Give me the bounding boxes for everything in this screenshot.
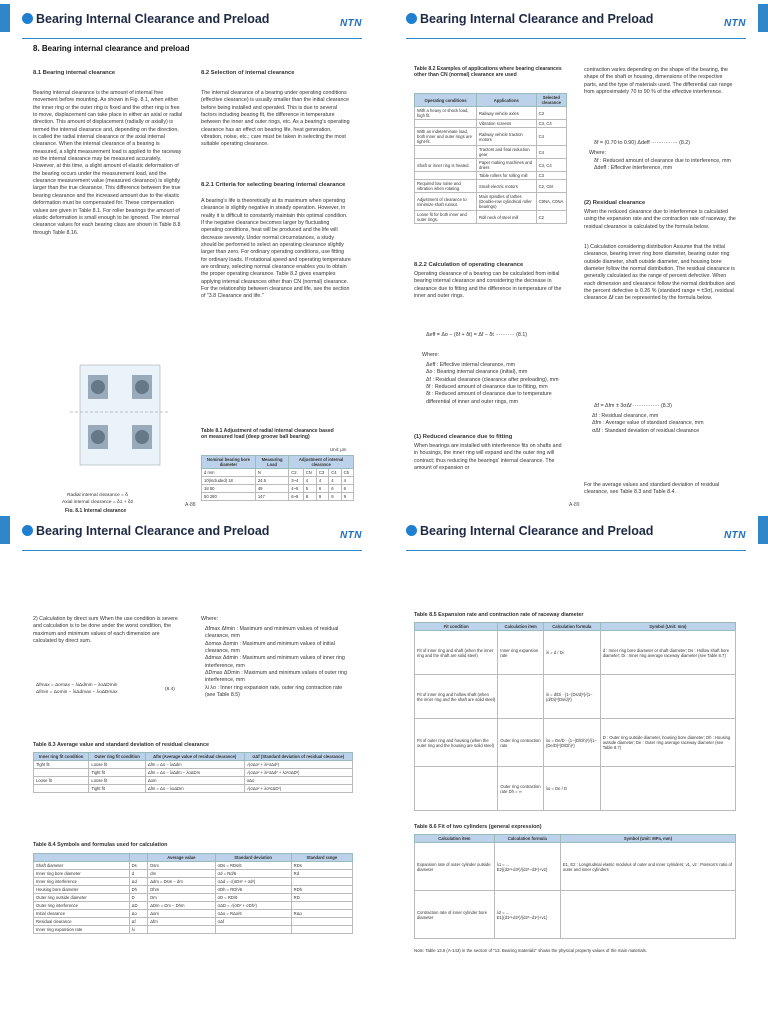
table-cell: Average value xyxy=(148,854,215,862)
def-list-3: Δf : Residual clearance, mm Δfm : Average value of standard clearance, mm σΔf : Standard deviation of residual clearance xyxy=(592,413,704,434)
table-cell: Table rollers for rolling mill xyxy=(477,172,537,180)
table-cell: Railway vehicle traction motors xyxy=(477,128,537,146)
table-cell: Δfm (Average value of residual clearance) xyxy=(145,753,244,761)
table-cell: RDs xyxy=(291,862,352,870)
table-cell xyxy=(600,675,735,719)
table-cell: Roll neck of steel mill xyxy=(477,211,537,224)
where-label: Where: xyxy=(422,352,440,358)
table-cell: Loose fit xyxy=(89,777,145,785)
table-cell: C3 xyxy=(536,172,566,180)
paragraph-contraction: contraction varies depending on the shape of the bearing, the shape of the shaft or housing, dimensions of the respective parts, and the type of materials used. The differential can range from approximately 70 to 90 % of the effective interference. xyxy=(584,67,733,96)
side-tab xyxy=(758,4,768,32)
heading-8-2: 8.2 Selection of internal clearance xyxy=(201,70,295,76)
bullet-icon xyxy=(406,13,417,24)
table-cell: Δdm = Dsm − dm xyxy=(148,878,215,886)
table-cell: 9 xyxy=(329,493,341,501)
table-cell: D : Outer ring outside diameter, housing bore diameter; Dh : Housing outside diameter; De : Outer ring average raceway diameter (see Table 8.7) xyxy=(600,719,735,767)
table-cell: σΔD = √(σD² + σDh²) xyxy=(215,902,291,910)
table-cell: Housing bore diameter xyxy=(34,886,130,894)
table-cell: Inner ring expansion rate xyxy=(498,631,544,675)
table-cell: Operating conditions xyxy=(415,94,477,107)
table-cell: λi xyxy=(129,926,148,934)
table-cell: Shaft or inner ring is heated. xyxy=(415,159,477,172)
table-cell: σD = RD/6 xyxy=(215,894,291,902)
table-cell xyxy=(34,854,130,862)
def-list-2: δf : Reduced amount of clearance due to interference, mm Δdeff : Effective interference, mm xyxy=(594,158,731,172)
table-cell: Δfm = Δo − λiΔdm − λoΔDm xyxy=(145,769,244,777)
heading-8-2-1: 8.2.1 Criteria for selecting bearing internal clearance xyxy=(201,182,346,188)
table-8-6 xyxy=(414,834,736,939)
section-title: 8. Bearing internal clearance and preload xyxy=(33,44,190,53)
table-cell: Loose fit for both inner and outer rings. xyxy=(415,211,477,224)
figure-caption-axial: Axial internal clearance = δ1 + δ2 xyxy=(62,500,134,505)
table-cell: Standard range xyxy=(291,854,352,862)
table-cell xyxy=(148,926,215,934)
table-row xyxy=(202,493,354,501)
table-cell: With an indeterminate load, both inner and outer rings are tight-fit. xyxy=(415,128,477,146)
table-cell: C3, C4 xyxy=(536,120,566,128)
table-row xyxy=(415,128,567,146)
def-list: Δeff : Effective internal clearance, mm Δo : Bearing internal clearance (initial), mm Δf : Residual clearance (clearance after preloading), mm δf : Reduced amount of clearance due to fitting, mm δt : Reduced amount of clearance due to temperature differential of inner and outer rings, mm xyxy=(426,362,559,405)
table-cell: Shaft diameter xyxy=(34,862,130,870)
table-cell xyxy=(34,785,89,793)
table-cell: λ1 = ... E2{(d2²+d3²)/(d2²−d3²)+ν2} xyxy=(494,843,560,891)
page-header xyxy=(406,10,746,39)
table-cell: Tractors and final reduction gear xyxy=(477,146,537,159)
table-cell xyxy=(291,926,352,934)
table-cell xyxy=(291,918,352,926)
ntn-logo: NTN xyxy=(339,530,362,541)
table-row xyxy=(415,675,736,719)
table-cell: d : Inner ring bore diameter or shaft diameter; Ds : Hollow shaft bore diameter; Di : Inner ring average raceway diameter (see Table 8.7) xyxy=(600,631,735,675)
table-cell: σΔo = RΔo/6 xyxy=(215,910,291,918)
side-tab xyxy=(0,4,10,32)
table-row xyxy=(415,193,567,211)
table-8-5-title: Table 8.5 Expansion rate and contraction rate of raceway diameter xyxy=(414,612,584,618)
table-cell: σΔo xyxy=(244,777,352,785)
heading-residual: (2) Residual clearance xyxy=(584,200,646,206)
table-row xyxy=(34,926,353,934)
table-cell: 49 xyxy=(255,485,288,493)
table-cell: Standard deviation xyxy=(215,854,291,862)
table-row xyxy=(202,469,354,477)
page-header xyxy=(22,10,362,39)
table-row xyxy=(202,485,354,493)
equation-8-1: Δeff = Δo − (δf + δt) = Δf − δt ··········· (8.1) xyxy=(426,332,528,338)
table-cell: 6~8 xyxy=(289,493,303,501)
table-row xyxy=(202,456,354,469)
table-cell: Initial clearance xyxy=(34,910,130,918)
table-cell: Symbol (Unit: MPa, mm) xyxy=(560,835,735,843)
table-cell: Loose fit xyxy=(34,777,89,785)
paragraph-see-tables: For the average values and standard deviation of residual clearance, see Table 8.3 and Table 8.4. xyxy=(584,482,720,496)
table-8-2-title: Table 8.2 Examples of applications where bearing clearances other than CN (normal) clearance are used xyxy=(414,66,562,79)
table-cell: dm xyxy=(148,870,215,878)
table-cell xyxy=(291,902,352,910)
table-cell: Calculation item xyxy=(498,623,544,631)
table-row xyxy=(415,211,567,224)
table-cell: Expansion rate of outer cylinder outside diameter xyxy=(415,843,495,891)
table-cell: 4 xyxy=(316,477,328,485)
bullet-icon xyxy=(22,525,33,536)
table-cell: 6 xyxy=(329,485,341,493)
table-cell: Required low noise and vibration when rotating. xyxy=(415,180,477,193)
table-cell: 8 xyxy=(303,493,316,501)
paragraph-8-2: The internal clearance of a bearing under operating conditions (effective clearance) is usually smaller than the initial clearance before being installed and operated. This is due to several factors including bearing fit, the difference in temperature between the inner and outer rings, etc. As a bearing's operating clearance has an effect on bearing life, heat generation, vibration, noise, etc.; care must be taken in selecting the most suitable operating clearance. xyxy=(201,90,350,148)
table-cell: C2 xyxy=(536,211,566,224)
table-row xyxy=(415,146,567,159)
table-cell: Δfm = Δo − λoΔDm xyxy=(145,785,244,793)
page-a89 xyxy=(384,0,768,512)
header-title: Bearing Internal Clearance and Preload xyxy=(420,523,654,538)
table-cell: λi = d/Di · {1−(Ds/d)²}/{1−(d/Di)²(Ds/d)²} xyxy=(543,675,600,719)
paragraph-reduced-fit: When bearings are installed with interference fits on shafts and in housings, the inner ring will expand and the outer ring will contract; thus reducing the bearings' internal clearance. The amount of expansion or xyxy=(414,443,562,472)
table-cell: C3 xyxy=(536,107,566,120)
table-cell: Railway vehicle axles xyxy=(477,107,537,120)
table-cell: Main spindles of lathes (Double-row cylindrical roller bearings) xyxy=(477,193,537,211)
table-cell: Selected clearance xyxy=(536,94,566,107)
table-cell: Adjustment of clearance to minimize shaft runout. xyxy=(415,193,477,211)
table-cell: Calculation formula xyxy=(543,623,600,631)
table-cell: C3, C4 xyxy=(536,159,566,172)
table-8-6-title: Table 8.6 Fit of two cylinders (general expression) xyxy=(414,824,542,830)
table-cell xyxy=(560,891,735,939)
table-cell: C4 xyxy=(536,146,566,159)
header-title: Bearing Internal Clearance and Preload xyxy=(36,11,270,26)
header-title: Bearing Internal Clearance and Preload xyxy=(36,523,270,538)
table-row xyxy=(34,854,353,862)
table-cell: Δom xyxy=(148,910,215,918)
internal-clearance-figure xyxy=(60,355,180,480)
table-cell: RDh xyxy=(291,886,352,894)
table-cell: Δd xyxy=(129,878,148,886)
table-cell: Outer ring outside diameter xyxy=(34,894,130,902)
table-cell: Dsm xyxy=(148,862,215,870)
table-cell: Fit of inner ring and shaft (when the inner ring and the shaft are solid steel) xyxy=(415,631,498,675)
table-cell: 4 xyxy=(303,477,316,485)
page-a88 xyxy=(0,0,384,512)
table-cell: Tight fit xyxy=(89,769,145,777)
page-number: A-89 xyxy=(569,502,580,508)
table-cell: 4~5 xyxy=(289,485,303,493)
table-cell: Vibration screens xyxy=(477,120,537,128)
th: Adjustment of internal clearance xyxy=(289,456,354,469)
td: N xyxy=(255,469,288,477)
table-row xyxy=(415,94,567,107)
table-cell xyxy=(600,767,735,811)
table-cell: σΔd = √(σDs² + σd²) xyxy=(215,878,291,886)
table-row xyxy=(34,902,353,910)
th: Nominal bearing bore diameter xyxy=(202,456,256,469)
table-cell: 6 xyxy=(316,485,328,493)
table-cell: Residual clearance xyxy=(34,918,130,926)
table-8-3-title: Table 8.3 Average value and standard deviation of residual clearance xyxy=(33,742,209,748)
td: C3 xyxy=(316,469,328,477)
table-cell: λo = De/D · {1−(D/Dh)²}/{1−(De/D)²(D/Dh)²} xyxy=(543,719,600,767)
table-cell: 9 xyxy=(316,493,328,501)
figure-caption-radial: Radial internal clearance = δ xyxy=(67,493,128,498)
table-row xyxy=(415,120,567,128)
table-cell: σDs = RDs/6 xyxy=(215,862,291,870)
def-list: Δfmax Δfmin : Maximum and minimum values of residual clearance, mm Δomax Δomin : Maximum and minimum values of initial clearance, mm Δdmax Δdmin : Maximum and minimum values of inner ring interference, mm ΔDmax ΔDmin : Maximum and minimum values of outer ring interference, mm λi λo : Inner ring expansion rate, outer ring contraction rate (see Table 8.5) xyxy=(205,626,347,699)
ntn-logo: NTN xyxy=(723,18,746,29)
table-row xyxy=(34,918,353,926)
table-8-1-title: Table 8.1 Adjustment of radial internal clearance based on measured load (deep groove ball bearing) xyxy=(201,428,334,441)
table-row xyxy=(34,870,353,878)
table-row xyxy=(34,785,353,793)
table-cell: Dm xyxy=(148,894,215,902)
page-calculation xyxy=(0,512,384,1024)
table-cell: Inner ring expansion rate xyxy=(34,926,130,934)
table-cell: C9NA, C0NA xyxy=(536,193,566,211)
table-cell: D xyxy=(129,894,148,902)
table-cell: With a heavy or shock load, high fit. xyxy=(415,107,477,120)
table-cell: 5 xyxy=(303,485,316,493)
table-row xyxy=(415,843,736,891)
table-cell xyxy=(415,767,498,811)
table-cell: Δfm xyxy=(148,918,215,926)
table-row xyxy=(34,862,353,870)
th: Measuring Load xyxy=(255,456,288,469)
table-cell: Fit of outer ring and housing (when the outer ring and the housing are solid steel) xyxy=(415,719,498,767)
heading-8-1: 8.1 Bearing internal clearance xyxy=(33,70,116,76)
paragraph-direct-sum: 2) Calculation by direct sum When the use condition is severe and calculation is to be done under the worst condition, the maximum and minimum values of each dimension are calculated by direct sum. xyxy=(33,616,178,645)
table-8-5 xyxy=(414,622,736,811)
table-row xyxy=(34,894,353,902)
paragraph-8-2-2: Operating clearance of a bearing can be calculated from initial bearing internal clearance and considering the decrease in clearance due to fitting and the difference in temperature of the inner and outer rings. xyxy=(414,271,562,300)
td: C4 xyxy=(329,469,341,477)
table-row xyxy=(34,753,353,761)
page-table-8-5 xyxy=(384,512,768,1024)
table-cell: 50 280 xyxy=(202,493,256,501)
table-cell: Symbol (Unit: mm) xyxy=(600,623,735,631)
table-cell: Applications xyxy=(477,94,537,107)
table-row xyxy=(415,631,736,675)
equation-8-4: Δfmax = Δomax − λiΔdmin − λoΔDmin Δfmin = Δomin − λiΔdmax − λoΔDmax xyxy=(36,683,118,696)
td: C2 xyxy=(289,469,303,477)
side-tab xyxy=(758,516,768,544)
table-cell: 4 xyxy=(341,477,353,485)
header-title: Bearing Internal Clearance and Preload xyxy=(420,11,654,26)
table-cell: Outer ring contraction rate xyxy=(498,719,544,767)
table-cell: 6 xyxy=(341,485,353,493)
table-cell: σd = Rd/6 xyxy=(215,870,291,878)
page-header xyxy=(406,522,746,551)
table-cell: ΔD xyxy=(129,902,148,910)
table-row xyxy=(34,910,353,918)
equation-number: (8.4) xyxy=(165,687,175,692)
table-cell: Outer ring contraction rate Dh = ∞ xyxy=(498,767,544,811)
paragraph-8-1: Bearing internal clearance is the amount of internal free movement before mounting. As shown in Fig. 8.1, when either the inner ring or the outer ring is fixed and the other ring is free to move, displacement can take place in either an axial or radial direction. This amount of displacement (radially or axially) is termed the internal clearance and, depending on the direction, is called the radial internal clearance or the axial internal clearance. When the internal clearance of a bearing is measured, a slight measurement load is applied to the raceway so the internal clearance may be measured accurately. However, at this time, a slight amount of elastic deformation of the bearing occurs under the measurement load, and the clearance measurement value (measured clearance) is slightly larger than the true clearance. This difference between the true bearing clearance and the increased amount due to the elastic deformation must be compensated for. These compensation values are given in Table 8.1. For roller bearings the amount of elastic deformation is small enough to be ignored. The internal clearance values for each bearing class are shown in Table 8.8 through Table 8.16. xyxy=(33,90,183,236)
table-8-1 xyxy=(201,455,354,501)
table-cell: Dh xyxy=(129,886,148,894)
table-row xyxy=(415,159,567,172)
table-8-2 xyxy=(414,93,567,224)
table-row xyxy=(34,761,353,769)
bullet-icon xyxy=(406,525,417,536)
table-row xyxy=(415,835,736,843)
ntn-logo: NTN xyxy=(339,18,362,29)
table-cell: Fit of inner ring and hollow shaft (when the inner ring and the shaft are solid steel) xyxy=(415,675,498,719)
table-cell: Outer ring fit condition xyxy=(89,753,145,761)
table-cell: RD xyxy=(291,894,352,902)
table-row xyxy=(34,777,353,785)
equation-8-3: Δf = Δfm ± 3σΔf ··············· (8.3) xyxy=(594,403,672,409)
table-cell xyxy=(415,120,477,128)
td: d mm xyxy=(202,469,256,477)
table-cell xyxy=(129,854,148,862)
ntn-logo: NTN xyxy=(723,530,746,541)
table-cell: Loose fit xyxy=(89,761,145,769)
table-cell xyxy=(291,878,352,886)
table-row xyxy=(415,719,736,767)
figure-title: Fig. 8.1 Internal clearance xyxy=(65,508,127,512)
table-row xyxy=(415,891,736,939)
table-cell: 4 xyxy=(329,477,341,485)
table-cell: Contraction rate of inner cylinder bore diameter xyxy=(415,891,495,939)
table-8-1-unit: Unit: μm xyxy=(330,447,347,452)
table-cell: √(σΔo² + λi²σΔd²) xyxy=(244,761,352,769)
table-cell: Δo xyxy=(129,910,148,918)
table-8-3 xyxy=(33,752,353,793)
table-note: Note: Table 13.6 (A-143) in the section of "13. Bearing materials" shows the physical property values of the main materials. xyxy=(414,948,647,953)
table-row xyxy=(415,107,567,120)
table-cell: 9 xyxy=(341,493,353,501)
table-cell: Inner ring interference xyxy=(34,878,130,886)
table-cell: Paper making machines and driers xyxy=(477,159,537,172)
table-cell: Rd xyxy=(291,870,352,878)
table-cell xyxy=(34,769,89,777)
td: C5 xyxy=(341,469,353,477)
paragraph-residual: When the reduced clearance due to interference is calculated using the expansion rate and the contraction rate of raceway, the residual clearance is calculated by the formula below. xyxy=(584,209,736,230)
heading-8-2-2: 8.2.2 Calculation of operating clearance xyxy=(414,262,524,268)
bullet-icon xyxy=(22,13,33,24)
equation-8-2: δf = (0.70 to 0.90) Δdeff ··············· (8.2) xyxy=(594,140,691,146)
table-cell: σΔf xyxy=(215,918,291,926)
table-row xyxy=(415,180,567,193)
table-row xyxy=(202,477,354,485)
page-header xyxy=(22,522,362,551)
td: CN xyxy=(303,469,316,477)
table-cell: Fit condition xyxy=(415,623,498,631)
side-tab xyxy=(0,516,10,544)
table-row xyxy=(415,172,567,180)
where-label: Where: xyxy=(589,150,607,156)
paragraph-8-2-1: A bearing's life is theoretically at its maximum when operating clearance is slightly negative in steady operation. However, in reality it is difficult to constantly maintain this optimal condition. If the negative clearance becomes larger by fluctuating operating conditions, heat will be produced and the life will decrease severely. Under normal circumstances, a study should be performed to select an operating clearance slightly larger than zero. For ordinary operating conditions, use fitting for ordinary loads. If rotational speed and operating temperature are ordinary, selecting normal clearance enables you to obtain the proper operating clearance. Table 8.2 gives examples applying internal clearances other than CN (normal) clearance. For the relationship between clearance and life, see the section of "3.8 Clearance and life." xyxy=(201,198,351,300)
table-cell xyxy=(415,172,477,180)
table-cell: σDh = RDh/6 xyxy=(215,886,291,894)
table-cell: σΔf (Standard deviation of residual clearance) xyxy=(244,753,352,761)
table-cell: RΔo xyxy=(291,910,352,918)
table-cell: Dhm xyxy=(148,886,215,894)
table-cell: C2, CM xyxy=(536,180,566,193)
table-cell: C4 xyxy=(536,128,566,146)
table-cell: λo = De / D xyxy=(543,767,600,811)
table-8-4 xyxy=(33,853,353,934)
table-row xyxy=(34,886,353,894)
table-cell: Inner ring fit condition xyxy=(34,753,89,761)
page-number: A-88 xyxy=(185,502,196,508)
table-cell: 3~4 xyxy=(289,477,303,485)
table-cell: Ds xyxy=(129,862,148,870)
table-cell: Inner ring bore diameter xyxy=(34,870,130,878)
where-label: Where: xyxy=(201,616,219,622)
table-cell: Outer ring interference xyxy=(34,902,130,910)
table-cell: √(σΔo² + λi²σΔd² + λo²σΔD²) xyxy=(244,769,352,777)
table-cell: 24.5 xyxy=(255,477,288,485)
table-cell xyxy=(215,926,291,934)
table-cell: √(σΔo² + λo²σΔD²) xyxy=(244,785,352,793)
table-cell xyxy=(415,146,477,159)
table-cell xyxy=(498,675,544,719)
table-cell: λi = d / Di xyxy=(543,631,600,675)
table-row xyxy=(415,767,736,811)
table-cell: 10(included) 18 xyxy=(202,477,256,485)
table-cell: Calculation item xyxy=(415,835,495,843)
table-cell: Δfm = Δo − λiΔdm xyxy=(145,761,244,769)
table-cell: 147 xyxy=(255,493,288,501)
table-row xyxy=(34,878,353,886)
table-cell: Tight fit xyxy=(34,761,89,769)
table-cell: Tight fit xyxy=(89,785,145,793)
table-cell: d xyxy=(129,870,148,878)
table-8-4-title: Table 8.4 Symbols and formulas used for calculation xyxy=(33,842,168,848)
table-cell: Calculation formula xyxy=(494,835,560,843)
table-cell: ΔDm = Dm − Dhm xyxy=(148,902,215,910)
table-cell: Small electric motors xyxy=(477,180,537,193)
table-cell: λ2 = ... E1{(d1²+d2²)/(d2²−d1²)+ν1} xyxy=(494,891,560,939)
table-cell: Δf xyxy=(129,918,148,926)
table-cell: E1, E2 : Longitudinal elastic modulus of outer and inner cylinders; ν1, ν2 : Poisson's ratio of outer and inner cylinders xyxy=(560,843,735,891)
paragraph-distribution: 1) Calculation considering distribution Assume that the initial clearance, bearing inner ring bore diameter, bearing outer ring outside diameter, shaft outside diameter, and housing bore diameter follow the normal distribution. The residual clearance is generally calculated as the range of percent defective. When each dimension and clearance follow the normal distribution and the percent defective is 0.26 % (standard range = ±3σ), residual clearance Δf can be represented by the formula below. xyxy=(584,244,735,302)
table-cell: 18 50 xyxy=(202,485,256,493)
heading-reduced-fit: (1) Reduced clearance due to fitting xyxy=(414,434,513,440)
table-cell: Δom xyxy=(145,777,244,785)
table-row xyxy=(34,769,353,777)
table-row xyxy=(415,623,736,631)
